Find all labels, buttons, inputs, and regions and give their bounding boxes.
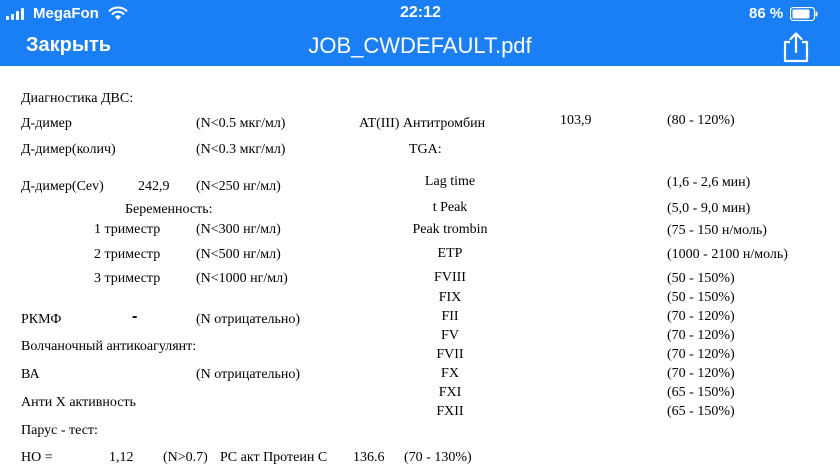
d-dimer-cev-value: 242,9 (138, 179, 170, 194)
document-title: JOB_CWDEFAULT.pdf (308, 33, 532, 58)
trimester-label: 2 триместр (94, 247, 161, 262)
tga-row-label: Lag time (424, 174, 476, 189)
factor-range: (65 - 150%) (667, 385, 735, 400)
close-button[interactable]: Закрыть (26, 34, 112, 56)
factor-range: (70 - 120%) (667, 366, 735, 381)
d-dimer-quant-norm: (N<0.3 мкг/мл) (196, 142, 286, 157)
status-bar (0, 0, 840, 28)
pregnancy-label: Беременность: (125, 202, 213, 217)
tga-label: TGA: (409, 142, 442, 157)
factor-range: (50 - 150%) (667, 271, 735, 286)
no-norm: (N>0.7) (163, 450, 208, 465)
at3-value: 103,9 (560, 113, 592, 128)
pdf-page (0, 66, 840, 472)
va-norm: (N отрицательно) (196, 367, 301, 382)
factor-label: FXI (438, 385, 462, 400)
carrier-name: MegaFon (33, 5, 99, 22)
at3-range: (80 - 120%) (667, 113, 735, 128)
factor-range: (50 - 150%) (667, 290, 735, 305)
at3-label: AT(III) Антитромбин (359, 116, 486, 131)
dic-heading: Диагностика ДВС: (21, 91, 134, 106)
tga-row-range: (75 - 150 н/моль) (667, 223, 767, 238)
pc-label: PC акт Протеин С (220, 450, 328, 465)
d-dimer-quant-label: Д-димер(колич) (21, 142, 116, 157)
factor-range: (65 - 150%) (667, 404, 735, 419)
factor-label: FVIII (434, 270, 466, 285)
no-value: 1,12 (109, 450, 134, 465)
d-dimer-cev-label: Д-димер(Cev) (21, 179, 104, 194)
tga-row-range: (5,0 - 9,0 мин) (667, 201, 751, 216)
tga-row-label: Peak trombin (412, 222, 488, 237)
battery-icon (790, 7, 818, 21)
factor-label: FV (441, 328, 459, 343)
tga-row-range: (1,6 - 2,6 мин) (667, 175, 751, 190)
va-label: ВА (21, 367, 40, 382)
factor-range: (70 - 120%) (667, 328, 735, 343)
d-dimer-label: Д-димер (21, 116, 72, 131)
d-dimer-cev-norm: (N<250 нг/мл) (196, 179, 281, 194)
factor-range: (70 - 120%) (667, 347, 735, 362)
trimester-norm: (N<1000 нг/мл) (196, 271, 288, 286)
lupus-label: Волчаночный антикоагулянт: (21, 339, 197, 354)
tga-row-range: (1000 - 2100 н/моль) (667, 247, 788, 262)
rkmf-value: - (132, 308, 138, 325)
d-dimer-norm: (N<0.5 мкг/мл) (196, 116, 286, 131)
trimester-label: 1 триместр (94, 222, 161, 237)
nav-bar (0, 28, 840, 66)
trimester-norm: (N<500 нг/мл) (196, 247, 281, 262)
rkmf-norm: (N отрицательно) (196, 312, 301, 327)
parus-label: Парус - тест: (21, 423, 98, 438)
factor-label: FII (441, 309, 459, 324)
tga-row-label: ETP (437, 246, 463, 261)
factor-range: (70 - 120%) (667, 309, 735, 324)
factor-label: FVII (436, 347, 464, 362)
wifi-icon (108, 5, 128, 21)
pc-range: (70 - 130%) (404, 450, 472, 465)
share-icon[interactable] (781, 31, 811, 63)
battery-percent: 86 % (749, 5, 784, 22)
rkmf-label: РКМФ (21, 312, 62, 327)
factor-label: FXII (436, 404, 464, 419)
no-label: НО = (21, 450, 53, 465)
factor-label: FIX (438, 290, 462, 305)
tga-row-label: t Peak (432, 200, 468, 215)
trimester-label: 3 триместр (94, 271, 161, 286)
top-bar (0, 0, 840, 66)
signal-bars-icon (6, 8, 28, 20)
anti-x-label: Анти Х активность (21, 395, 136, 410)
trimester-norm: (N<300 нг/мл) (196, 222, 281, 237)
pc-value: 136.6 (353, 450, 385, 465)
factor-label: FX (441, 366, 459, 381)
status-time: 22:12 (400, 4, 441, 21)
